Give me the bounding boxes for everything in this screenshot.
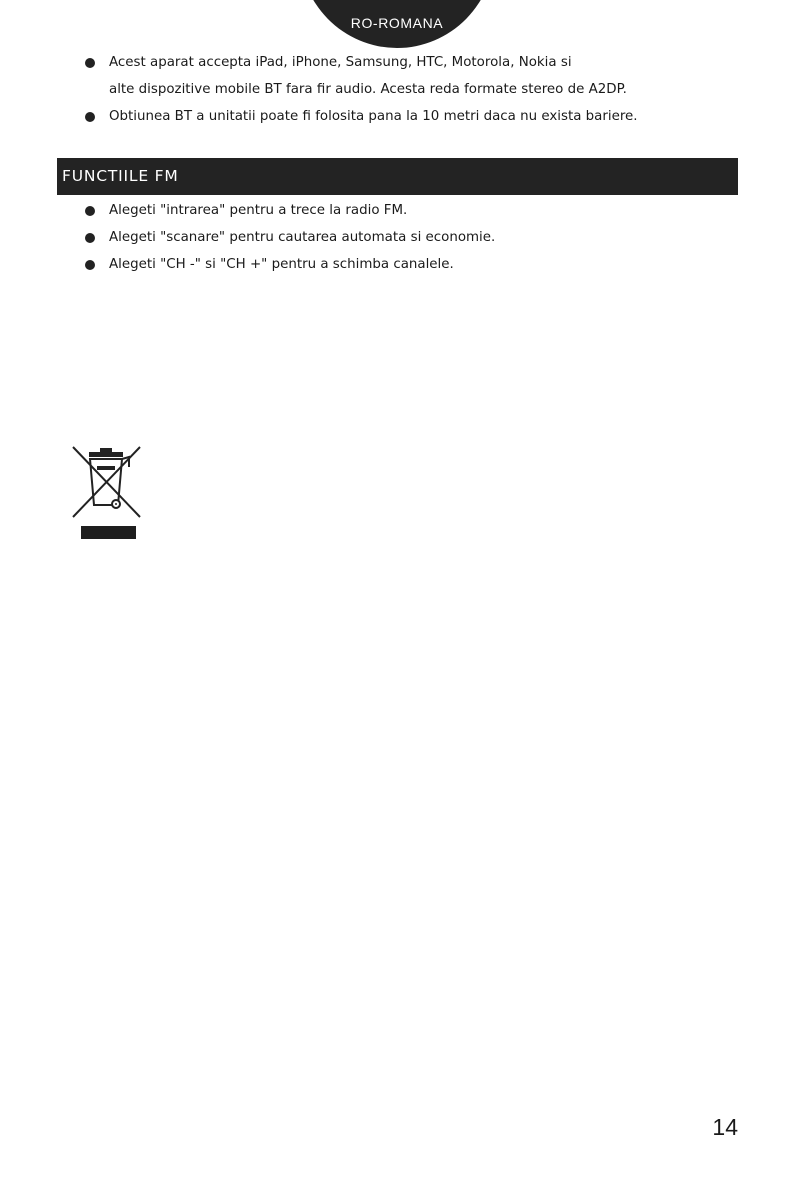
bullet-text-line: Alegeti "scanare" pentru cautarea automata si economie. — [109, 230, 496, 245]
section-title: FUNCTIILE FM — [62, 167, 179, 185]
fm-bullet-list — [0, 197, 495, 278]
section-header-bar — [57, 158, 738, 195]
bullet-dot-icon — [85, 58, 95, 68]
bullet-text-line: Obtiunea BT a unitatii poate fi folosita pana la 10 metri daca nu exista bariere. — [109, 109, 638, 124]
list-item — [0, 251, 495, 278]
bullet-dot-icon — [85, 112, 95, 122]
language-label: RO-ROMANA — [350, 15, 444, 31]
list-item — [0, 103, 638, 130]
list-item — [0, 197, 495, 224]
bluetooth-bullet-list — [0, 49, 638, 130]
bullet-text-line: Acest aparat accepta iPad, iPhone, Samsung, HTC, Motorola, Nokia si — [109, 55, 572, 70]
bullet-text-line: alte dispozitive mobile BT fara fir audio. Acesta reda formate stereo de A2DP. — [109, 82, 627, 97]
list-item — [0, 49, 638, 103]
bullet-dot-icon — [85, 260, 95, 270]
bullet-dot-icon — [85, 206, 95, 216]
weee-disposal-icon — [69, 443, 145, 541]
list-item — [0, 224, 495, 251]
bullet-dot-icon — [85, 233, 95, 243]
bullet-text-line: Alegeti "intrarea" pentru a trece la radio FM. — [109, 203, 408, 218]
page-number: 14 — [712, 1114, 738, 1140]
bullet-text-line: Alegeti "CH -" si "CH +" pentru a schimba canalele. — [109, 257, 454, 272]
